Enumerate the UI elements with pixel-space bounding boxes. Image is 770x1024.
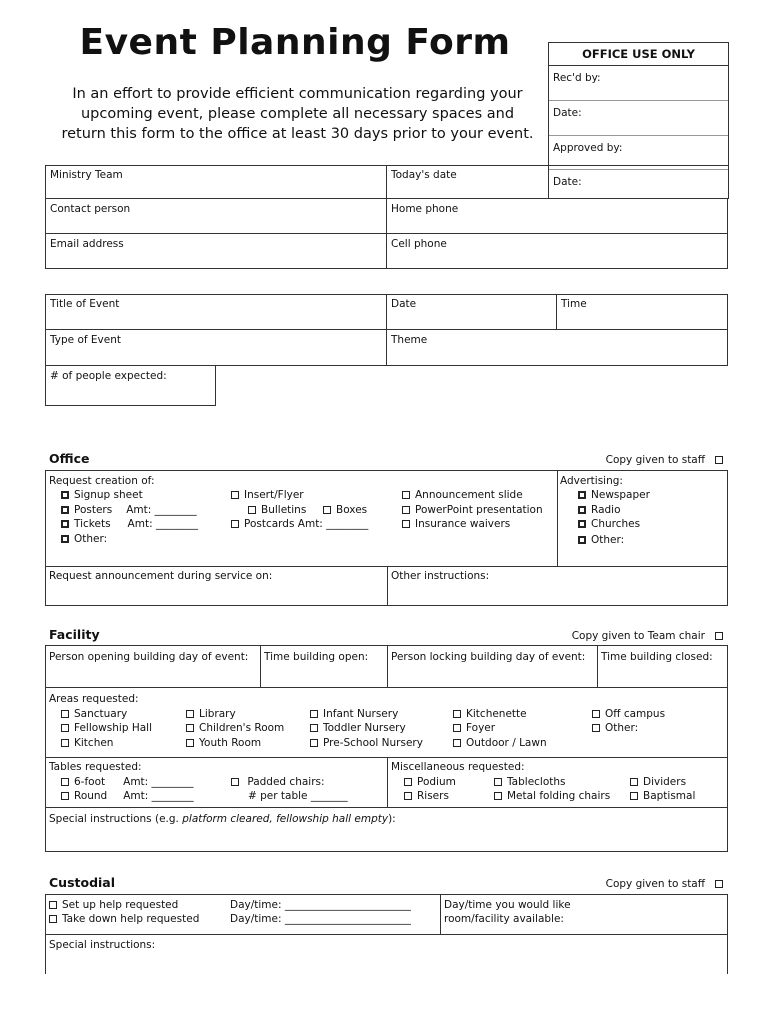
area-option[interactable]: Youth Room	[186, 737, 261, 749]
metal-chairs-option[interactable]: Metal folding chairs	[494, 790, 610, 802]
checkbox-icon[interactable]	[231, 520, 239, 528]
page-title: Event Planning Form	[79, 22, 511, 63]
event-date-field[interactable]: Date	[387, 294, 557, 330]
area-option[interactable]: Other:	[592, 722, 638, 734]
padded-chairs-option[interactable]: Padded chairs:	[231, 776, 325, 788]
area-option[interactable]: Kitchen	[61, 737, 113, 749]
checkbox-icon[interactable]	[453, 710, 461, 718]
six-foot-option[interactable]: 6-foot Amt: ________	[61, 776, 194, 788]
checkbox-icon[interactable]	[402, 506, 410, 514]
request-announcement-field[interactable]: Request announcement during service on:	[49, 570, 273, 582]
checkbox-icon[interactable]	[630, 792, 638, 800]
contact-person-field[interactable]: Contact person	[45, 199, 387, 234]
cell-phone-field[interactable]: Cell phone	[387, 234, 728, 269]
approved-by-field[interactable]: Approved by:	[549, 136, 728, 170]
insurance-option[interactable]: Insurance waivers	[402, 518, 510, 530]
checkbox-checked-icon[interactable]	[61, 491, 69, 499]
checkbox-icon[interactable]	[49, 915, 57, 923]
checkbox-icon[interactable]	[592, 724, 600, 732]
announcement-slide-option[interactable]: Announcement slide	[402, 489, 523, 501]
divider	[597, 645, 598, 687]
divider	[45, 934, 728, 935]
person-locking-field[interactable]: Person locking building day of event:	[391, 651, 586, 663]
advertising-label: Advertising:	[560, 475, 623, 487]
area-option[interactable]: Foyer	[453, 722, 495, 734]
custodial-special-instructions-field[interactable]: Special instructions:	[49, 939, 156, 951]
people-expected-field[interactable]: # of people expected:	[45, 366, 216, 406]
event-theme-field[interactable]: Theme	[387, 330, 728, 366]
divider	[387, 566, 388, 606]
setup-help-option[interactable]: Set up help requested	[49, 899, 178, 911]
checkbox-icon[interactable]	[715, 880, 723, 888]
divider	[45, 894, 728, 896]
boxes-option[interactable]: Boxes	[323, 504, 367, 516]
time-open-field[interactable]: Time building open:	[264, 651, 369, 663]
takedown-daytime-field[interactable]: Day/time: ________________________	[230, 913, 411, 925]
checkbox-icon[interactable]	[404, 778, 412, 786]
area-option[interactable]: Children's Room	[186, 722, 284, 734]
area-option[interactable]: Kitchenette	[453, 708, 527, 720]
postcards-option[interactable]: Postcards Amt: ________	[231, 518, 368, 530]
checkbox-icon[interactable]	[592, 710, 600, 718]
area-option[interactable]: Toddler Nursery	[310, 722, 406, 734]
powerpoint-option[interactable]: PowerPoint presentation	[402, 504, 543, 516]
dividers-option[interactable]: Dividers	[630, 776, 686, 788]
todays-date-field[interactable]: Today's date	[387, 165, 549, 199]
tickets-option[interactable]: Tickets Amt: ________	[61, 518, 198, 530]
checkbox-checked-icon[interactable]	[61, 520, 69, 528]
setup-daytime-field[interactable]: Day/time: ________________________	[230, 899, 411, 911]
posters-option[interactable]: Posters Amt: ________	[61, 504, 197, 516]
checkbox-icon[interactable]	[310, 739, 318, 747]
checkbox-icon[interactable]	[61, 778, 69, 786]
per-table-field[interactable]: # per table _______	[248, 790, 348, 802]
checkbox-icon[interactable]	[248, 506, 256, 514]
checkbox-checked-icon[interactable]	[578, 536, 586, 544]
event-time-field[interactable]: Time	[557, 294, 728, 330]
checkbox-icon[interactable]	[61, 792, 69, 800]
intro-line: In an effort to provide efficient communication regarding your	[72, 86, 523, 102]
podium-option[interactable]: Podium	[404, 776, 456, 788]
checkbox-icon[interactable]	[186, 710, 194, 718]
divider	[45, 807, 728, 808]
checkbox-icon[interactable]	[61, 739, 69, 747]
event-title-field[interactable]: Title of Event	[45, 294, 387, 330]
checkbox-icon[interactable]	[402, 491, 410, 499]
other-instructions-field[interactable]: Other instructions:	[391, 570, 490, 582]
area-option[interactable]: Library	[186, 708, 236, 720]
divider	[260, 645, 261, 687]
checkbox-icon[interactable]	[310, 710, 318, 718]
signup-sheet-option[interactable]: Signup sheet	[61, 489, 143, 501]
checkbox-checked-icon[interactable]	[578, 491, 586, 499]
checkbox-checked-icon[interactable]	[61, 535, 69, 543]
facility-copy-given[interactable]: Copy given to Team chair	[572, 630, 728, 642]
area-option[interactable]: Pre-School Nursery	[310, 737, 423, 749]
checkbox-icon[interactable]	[61, 710, 69, 718]
intro-line: upcoming event, please complete all necessary spaces and	[80, 106, 515, 122]
area-option[interactable]: Sanctuary	[61, 708, 127, 720]
takedown-help-option[interactable]: Take down help requested	[49, 913, 199, 925]
checkbox-icon[interactable]	[630, 778, 638, 786]
available-label-1: Day/time you would like	[444, 899, 571, 911]
checkbox-checked-icon[interactable]	[61, 506, 69, 514]
tables-requested-label: Tables requested:	[49, 761, 142, 773]
event-type-field[interactable]: Type of Event	[45, 330, 387, 366]
facility-heading: Facility	[49, 627, 100, 642]
divider	[440, 894, 441, 934]
radio-option[interactable]: Radio	[578, 504, 621, 516]
adv-other-option[interactable]: Other:	[578, 534, 624, 546]
office-heading: Office	[49, 451, 90, 466]
divider	[387, 645, 388, 687]
checkbox-icon[interactable]	[231, 491, 239, 499]
facility-special-instructions-field[interactable]: Special instructions (e.g. platform cleared, fellowship hall empty):	[49, 813, 396, 825]
misc-requested-label: Miscellaneous requested:	[391, 761, 525, 773]
risers-option[interactable]: Risers	[404, 790, 449, 802]
area-option[interactable]: Off campus	[592, 708, 665, 720]
baptismal-option[interactable]: Baptismal	[630, 790, 695, 802]
checkbox-icon[interactable]	[310, 724, 318, 732]
newspaper-option[interactable]: Newspaper	[578, 489, 650, 501]
divider	[387, 757, 388, 807]
churches-option[interactable]: Churches	[578, 518, 640, 530]
person-opening-field[interactable]: Person opening building day of event:	[49, 651, 249, 663]
checkbox-icon[interactable]	[231, 778, 239, 786]
insert-flyer-option[interactable]: Insert/Flyer	[231, 489, 304, 501]
email-field[interactable]: Email address	[45, 234, 387, 269]
area-option[interactable]: Infant Nursery	[310, 708, 398, 720]
time-closed-field[interactable]: Time building closed:	[601, 651, 713, 663]
checkbox-icon[interactable]	[494, 778, 502, 786]
checkbox-icon[interactable]	[453, 739, 461, 747]
areas-requested-label: Areas requested:	[49, 693, 139, 705]
tablecloths-option[interactable]: Tablecloths	[494, 776, 566, 788]
checkbox-icon[interactable]	[402, 520, 410, 528]
checkbox-icon[interactable]	[715, 632, 723, 640]
checkbox-icon[interactable]	[453, 724, 461, 732]
intro-line: return this form to the office at least 30 days prior to your event.	[61, 126, 534, 142]
other-option[interactable]: Other:	[61, 533, 107, 545]
checkbox-icon[interactable]	[61, 724, 69, 732]
checkbox-icon[interactable]	[494, 792, 502, 800]
checkbox-icon[interactable]	[323, 506, 331, 514]
custodial-heading: Custodial	[49, 875, 116, 890]
round-option[interactable]: Round Amt: ________	[61, 790, 194, 802]
recd-by-field[interactable]: Rec'd by:	[549, 66, 728, 101]
available-label-2: room/facility available:	[444, 913, 564, 925]
bulletins-option[interactable]: Bulletins	[248, 504, 306, 516]
ministry-team-field[interactable]: Ministry Team	[45, 165, 387, 199]
divider	[45, 687, 728, 688]
checkbox-icon[interactable]	[186, 739, 194, 747]
checkbox-checked-icon[interactable]	[578, 506, 586, 514]
custodial-copy-given[interactable]: Copy given to staff	[606, 878, 728, 890]
checkbox-icon[interactable]	[49, 901, 57, 909]
checkbox-icon[interactable]	[404, 792, 412, 800]
area-option[interactable]: Fellowship Hall	[61, 722, 152, 734]
checkbox-icon[interactable]	[186, 724, 194, 732]
request-creation-label: Request creation of:	[49, 475, 155, 487]
area-option[interactable]: Outdoor / Lawn	[453, 737, 547, 749]
office-copy-given[interactable]: Copy given to staff	[606, 454, 728, 466]
home-phone-field[interactable]: Home phone	[387, 199, 728, 234]
checkbox-icon[interactable]	[715, 456, 723, 464]
intro-text	[55, 84, 540, 144]
office-use-heading: OFFICE USE ONLY	[549, 43, 728, 66]
approved-date-field[interactable]: Date:	[553, 176, 582, 188]
checkbox-checked-icon[interactable]	[578, 520, 586, 528]
divider	[557, 470, 558, 566]
office-date-field[interactable]: Date:	[549, 101, 728, 136]
